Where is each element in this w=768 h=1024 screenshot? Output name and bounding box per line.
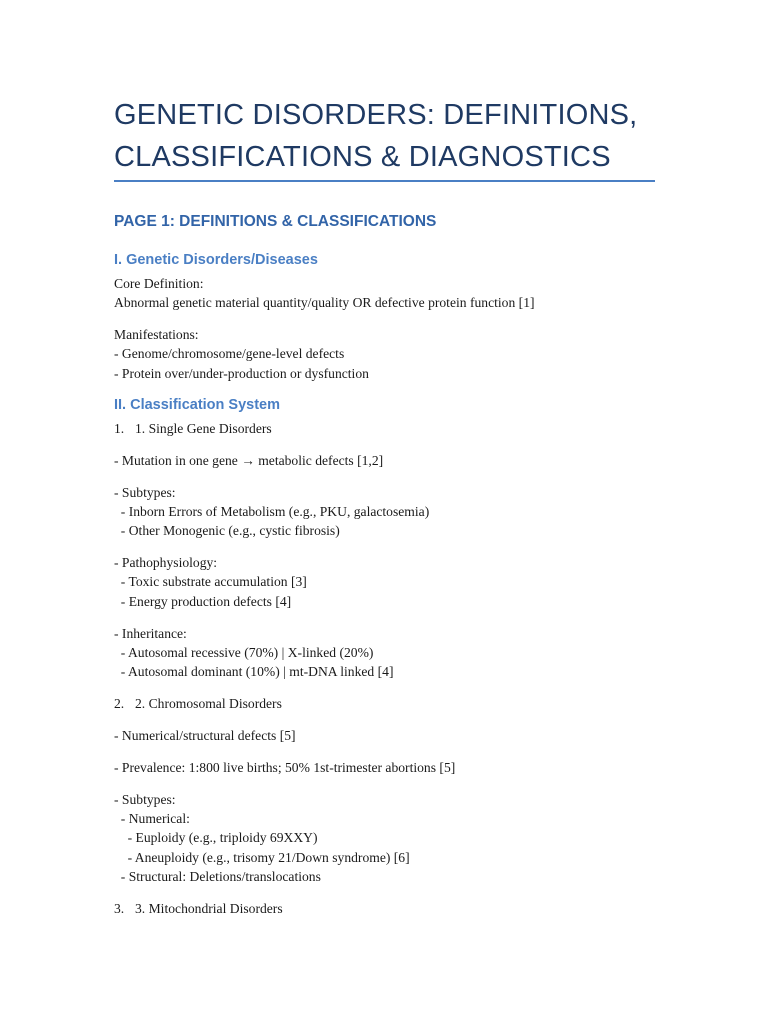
document-title-line-1: GENETIC DISORDERS: DEFINITIONS, [114, 99, 638, 131]
page-heading: PAGE 1: DEFINITIONS & CLASSIFICATIONS [114, 213, 437, 230]
chromosomal-prevalence-line: - Prevalence: 1:800 live births; 50% 1st-trimester abortions [5] [114, 760, 456, 775]
core-definition-label: Core Definition: [114, 276, 204, 291]
numbered-item-label: 2. Chromosomal Disorders [135, 696, 282, 711]
section-heading-classification-system: II. Classification System [114, 397, 281, 413]
chromosomal-defects-line: - Numerical/structural defects [5] [114, 728, 296, 743]
euploidy-item: - Euploidy (e.g., triploidy 69XXY) [114, 830, 318, 845]
pathophysiology-item: - Toxic substrate accumulation [3] [114, 574, 307, 589]
numerical-label: - Numerical: [114, 811, 190, 826]
single-gene-mutation-line: - Mutation in one gene → metabolic defects [1,2] [114, 453, 384, 468]
aneuploidy-item: - Aneuploidy (e.g., trisomy 21/Down syndrome) [6] [114, 850, 410, 865]
numbered-item-mitochondrial [114, 899, 283, 918]
structural-item: - Structural: Deletions/translocations [114, 869, 321, 884]
pathophysiology-item: - Energy production defects [4] [114, 594, 292, 609]
list-marker: 3. [114, 901, 125, 916]
chromosomal-subtypes-label: - Subtypes: [114, 792, 176, 807]
document-title [114, 94, 659, 178]
inheritance-label: - Inheritance: [114, 626, 187, 641]
section-heading-genetic-disorders: I. Genetic Disorders/Diseases [114, 252, 318, 268]
single-gene-subtype: - Other Monogenic (e.g., cystic fibrosis) [114, 523, 340, 538]
manifestation-item: - Protein over/under-production or dysfunction [114, 366, 369, 381]
core-definition-text: Abnormal genetic material quantity/quality OR defective protein function [1] [114, 295, 535, 310]
inheritance-item: - Autosomal recessive (70%) | X-linked (20%) [114, 645, 374, 660]
single-gene-subtype: - Inborn Errors of Metabolism (e.g., PKU, galactosemia) [114, 504, 430, 519]
single-gene-subtypes-label: - Subtypes: [114, 485, 176, 500]
pathophysiology-label: - Pathophysiology: [114, 555, 218, 570]
numbered-item-label: 1. Single Gene Disorders [135, 421, 272, 436]
numbered-item-single-gene [114, 419, 272, 438]
title-underline [114, 180, 655, 182]
list-marker: 2. [114, 696, 125, 711]
manifestation-item: - Genome/chromosome/gene-level defects [114, 346, 345, 361]
inheritance-item: - Autosomal dominant (10%) | mt-DNA linked [4] [114, 664, 394, 679]
manifestations-label: Manifestations: [114, 327, 199, 342]
numbered-item-label: 3. Mitochondrial Disorders [135, 901, 283, 916]
document-title-line-2: CLASSIFICATIONS & DIAGNOSTICS [114, 141, 611, 173]
list-marker: 1. [114, 421, 125, 436]
numbered-item-chromosomal [114, 694, 282, 713]
